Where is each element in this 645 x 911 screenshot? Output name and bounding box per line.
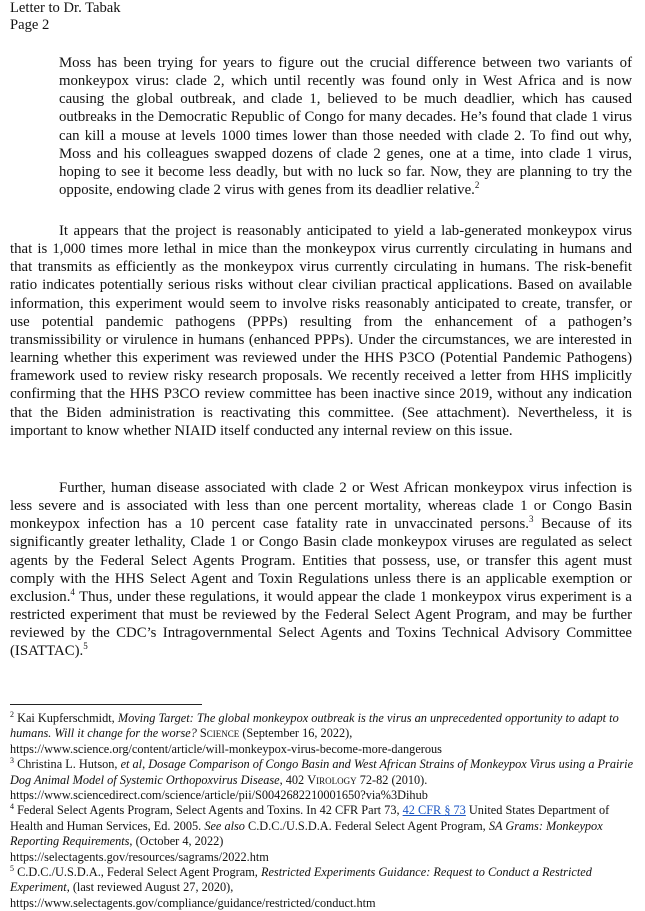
footnote-url[interactable]: https://www.sciencedirect.com/science/article/pii/S0042682210001650?via%3Dihub [10, 788, 428, 803]
footnote-number: 4 [10, 802, 14, 812]
footnote-date: , (October 4, 2022) [129, 834, 224, 849]
footnote-5 [10, 865, 634, 911]
footnote-text: United States Department of Health and Human Services, Ed. 2005. [10, 803, 610, 833]
paragraph-text [10, 479, 632, 661]
paragraph-text: It appears that the project is reasonably anticipated to yield a lab-generated monkeypox virus that is 1,000 times more lethal in mice than the monkeypox virus currently circulating in humans and that transmits as efficiently as the monkeypox virus currently circulating in humans. The risk-benefit ratio indicates potentially serious risks without clear civilian practical applications. Based on available information, this experiment would seem to involve risks reasonably anticipated to create, transfer, or use potential pandemic pathogens (PPPs) resulting from the enhancement of a pathogen’s transmissibility or virulence in humans (enhanced PPPs). Under the circumstances, we are interested in learning whether this experiment was reviewed under the HHS P3CO (Potential Pandemic Pathogens) framework used to review risky research proposals. We recently received a letter from HHS implicitly confirming that the HHS P3CO review committee has been inactive since 2019, without any indication that the Biden administration is reactivating this committee. (See attachment). Nevertheless, it is important to know whether NIAID itself conducted any internal review on this issue. [10, 223, 632, 439]
footnote-text: C.D.C./U.S.D.A., Federal Select Agent Program, [14, 865, 261, 880]
footnote-title: Dosage Comparison of Congo Basin and West African Strains of Monkeypox Virus using a Prairie Dog Animal Model of Systemic Orthopoxvirus Disease [10, 757, 634, 787]
footnote-see-also: See also [204, 818, 245, 833]
letter-recipient-line: Letter to Dr. Tabak [10, 0, 121, 16]
paragraph-text-part: Further, human disease associated with clade 2 or West African monkeypox virus infection is less severe and is associated with less than one percent mortality, whereas clade 1 or Congo Basin monkeypox infection has a 10 percent case fatality rate in unvaccinated persons. [10, 480, 632, 533]
footnote-2 [10, 711, 634, 757]
footnote-number: 3 [10, 756, 14, 766]
footnote-3 [10, 757, 634, 803]
footnote-ref-2[interactable]: 2 [474, 180, 480, 191]
paragraph-block-quote [10, 54, 632, 199]
block-quote-paragraph [59, 54, 632, 199]
footnote-date: , (last reviewed August 27, 2020), [66, 880, 234, 895]
footnotes-section [10, 711, 634, 911]
footnote-text: C.D.C./U.S.D.A. Federal Select Agent Program, [244, 818, 489, 833]
footnote-title: Moving Target: The global monkeypox outbreak is the virus an unprecedented opportunity to adapt to humans. Will it change for the worse? [10, 711, 619, 741]
footnote-number: 2 [10, 709, 14, 719]
footnote-number: 5 [10, 863, 14, 873]
cfr-link[interactable]: 42 CFR § 73 [402, 803, 466, 818]
paragraph-select-agents [10, 479, 632, 661]
footnote-ref-4[interactable]: 4 [70, 587, 75, 598]
footnote-title: Restricted Experiments Guidance: Request to Conduct a Restricted Experiment [10, 865, 592, 895]
footnote-url[interactable]: https://www.selectagents.gov/compliance/guidance/restricted/conduct.htm [10, 895, 376, 910]
footnote-ref-3[interactable]: 3 [529, 514, 534, 525]
footnote-journal: Virology [307, 772, 357, 787]
footnote-date: (September 16, 2022), [239, 726, 353, 741]
paragraph-text-part: Because of its significantly greater lethality, Clade 1 or Congo Basin clade monkeypox viruses are regulated as select agents by the Federal Select Agents Program. Entities that possess, use, or transfer this agent must comply with the HHS Select Agent and Toxin Regulations unless there is an applicable exemption or exclusion. [10, 516, 632, 605]
page-header [10, 0, 121, 34]
paragraph-text-part: Thus, under these regulations, it would appear the clade 1 monkeypox virus experiment is a restricted experiment that must be reviewed by the Federal Select Agent Program, and may be further reviewed by the CDC’s Intragovernmental Select Agents and Toxins Technical Advisory Committee (ISATTAC). [10, 588, 632, 660]
footnote-ref-5[interactable]: 5 [83, 641, 88, 652]
footnote-volume: , 402 [279, 772, 308, 787]
block-quote-text: Moss has been trying for years to figure out the crucial difference between two variants of monkeypox virus: clade 2, which until recently was found only in West Africa and is now causing the global outbreak, and clade 1, believed to be much deadlier, which has caused outbreaks in the Democratic Republic of Congo for many decades. He’s found that clade 1 virus can kill a mouse at levels 1000 times lower than those needed with clade 2. To find out why, Moss and his colleagues swapped dozens of clade 2 genes, one at a time, into clade 1 virus, hoping to see it become less deadly, but with no luck so far. Now, they are planning to try the opposite, endowing clade 2 virus with genes from its deadlier relative. [59, 55, 632, 199]
footnote-title: SA Grams: Monkeypox Reporting Requirements [10, 818, 603, 849]
paragraph-risk-benefit [10, 222, 632, 440]
footnote-pages: 72-82 (2010). [356, 772, 428, 787]
footnote-url[interactable]: https://www.science.org/content/article/will-monkeypox-virus-become-more-dangerous [10, 741, 442, 756]
footnote-etal: et al [120, 757, 143, 772]
footnote-text: Federal Select Agents Program, Select Agents and Toxins. In 42 CFR Part 73, [14, 803, 403, 818]
footnote-author: Kai Kupferschmidt, [14, 711, 118, 725]
footnote-journal: Science [196, 726, 240, 741]
footnote-url[interactable]: https://selectagents.gov/resources/sagrams/2022.htm [10, 849, 269, 864]
footnote-divider [10, 704, 202, 705]
page-number-line: Page 2 [10, 17, 50, 33]
footnote-4 [10, 803, 634, 865]
footnote-punct: , [142, 757, 149, 772]
footnote-author: Christina L. Hutson, [14, 757, 121, 772]
